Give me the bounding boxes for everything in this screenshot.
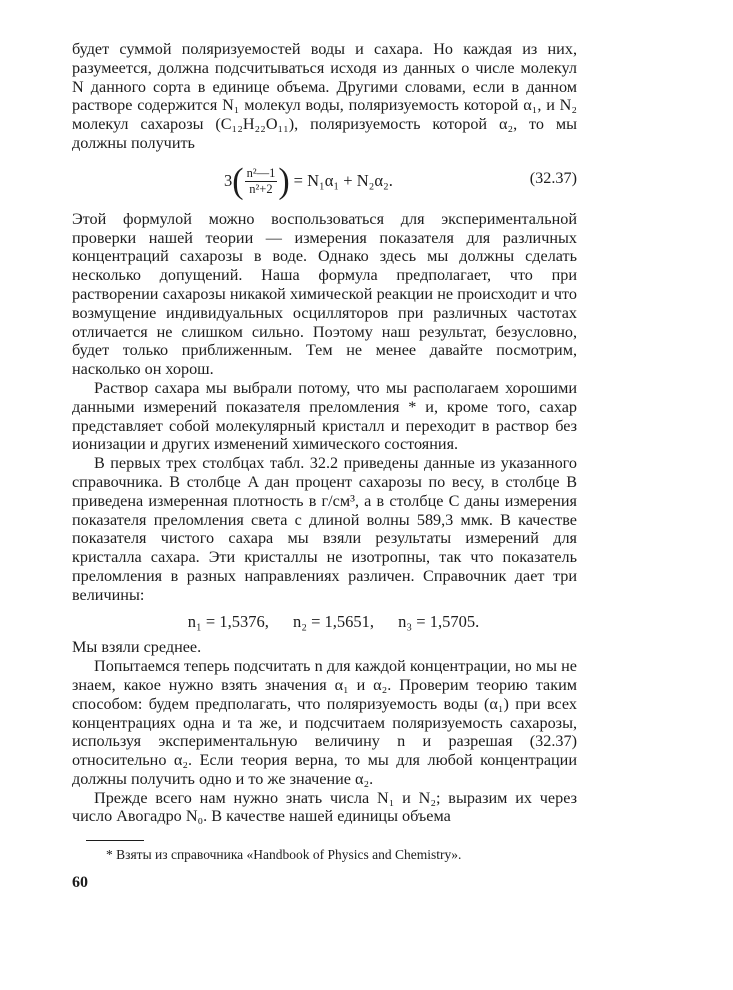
- value-n3: n₃ = 1,5705.: [398, 611, 480, 631]
- equation-coefficient: 3: [224, 171, 233, 191]
- page-body: [72, 40, 577, 863]
- value-n1: n₁ = 1,5376,: [187, 611, 269, 631]
- left-paren: (: [232, 161, 244, 201]
- fraction-numerator: n²—1: [246, 166, 276, 181]
- refractive-index-values: [72, 613, 577, 632]
- equation-number: (32.37): [529, 168, 577, 187]
- page-number: 60: [72, 874, 88, 891]
- equation-rhs: = N₁α₁ + N₂α₂.: [293, 171, 393, 191]
- paragraph-5: Мы взяли среднее.: [72, 638, 202, 657]
- paragraph-4: В первых трех столбцах табл. 32.2 приведены данные из указанного справочника. В столбце A дан процент сахарозы по весу, в столбце B приведена измеренная плотность в г/см³, а в столбце C даны измерения показателя преломления света с длиной волны 589,3 ммк. В качестве показателя чистого сахара мы взяли результаты измерений для кристалла сахара. Эти кристаллы не изотропны, так что показатель преломления в разных направлениях различен. Справочник дает три величины:: [72, 454, 577, 604]
- footnote-divider: [86, 840, 144, 841]
- paragraph-1: будет суммой поляризуемостей воды и сахара. Но каждая из них, разумеется, должна подсчитываться исходя из данных о числе молекул N данного сорта в единице объема. Другими словами, если в данном растворе содержится N₁ молекул воды, поляризуемость которой α₁, и N₂ молекул сахарозы (C₁₂H₂₂O₁₁), поляризуемость которой α₂, то мы должны получить: [72, 40, 577, 152]
- paragraph-2: Этой формулой можно воспользоваться для экспериментальной проверки нашей теории — измерения показателя для различных концентраций сахарозы в воде. Однако здесь мы должны сделать несколько допущений. Наша формула предполагает, что при растворении сахарозы никакой химической реакции не происходит и что возмущение индивидуальных осцилляторов при различных частотах отличается не слишком сильно. Поэтому наш результат, безусловно, будет только приближенным. Тем не менее давайте посмотрим, насколько он хорош.: [72, 209, 577, 379]
- equation-body: [224, 161, 393, 201]
- paragraph-7: Прежде всего нам нужно знать числа N₁ и N₂; выразим их через число Авогадро N₀. В качестве нашей единицы объема: [72, 788, 577, 826]
- fraction-denominator: n²+2: [249, 182, 273, 197]
- fraction: [245, 167, 278, 196]
- footnote: * Взяты из справочника «Handbook of Physics and Chemistry».: [106, 847, 462, 863]
- paragraph-6: Попытаемся теперь подсчитать n для каждой концентрации, но мы не знаем, какое нужно взять значения α₁ и α₂. Проверим теорию таким способом: будем предполагать, что поляризуемость воды (α₁) при всех концентрациях одна и та же, и подсчитаем поляризуемость сахарозы, используя экспериментальную величину n и разрешая (32.37) относительно α₂. Если теория верна, то мы для любой концентрации должны получить одно и то же значение α₂.: [72, 657, 577, 788]
- right-paren: ): [278, 161, 290, 201]
- paragraph-3: Раствор сахара мы выбрали потому, что мы располагаем хорошими данными измерений показателя преломления * и, кроме того, сахар представляет собой молекулярный кристалл и переходит в раствор без ионизации и других изменений химического состояния.: [72, 378, 577, 454]
- equation-32-37: [72, 157, 577, 207]
- value-n2: n₂ = 1,5651,: [292, 611, 375, 631]
